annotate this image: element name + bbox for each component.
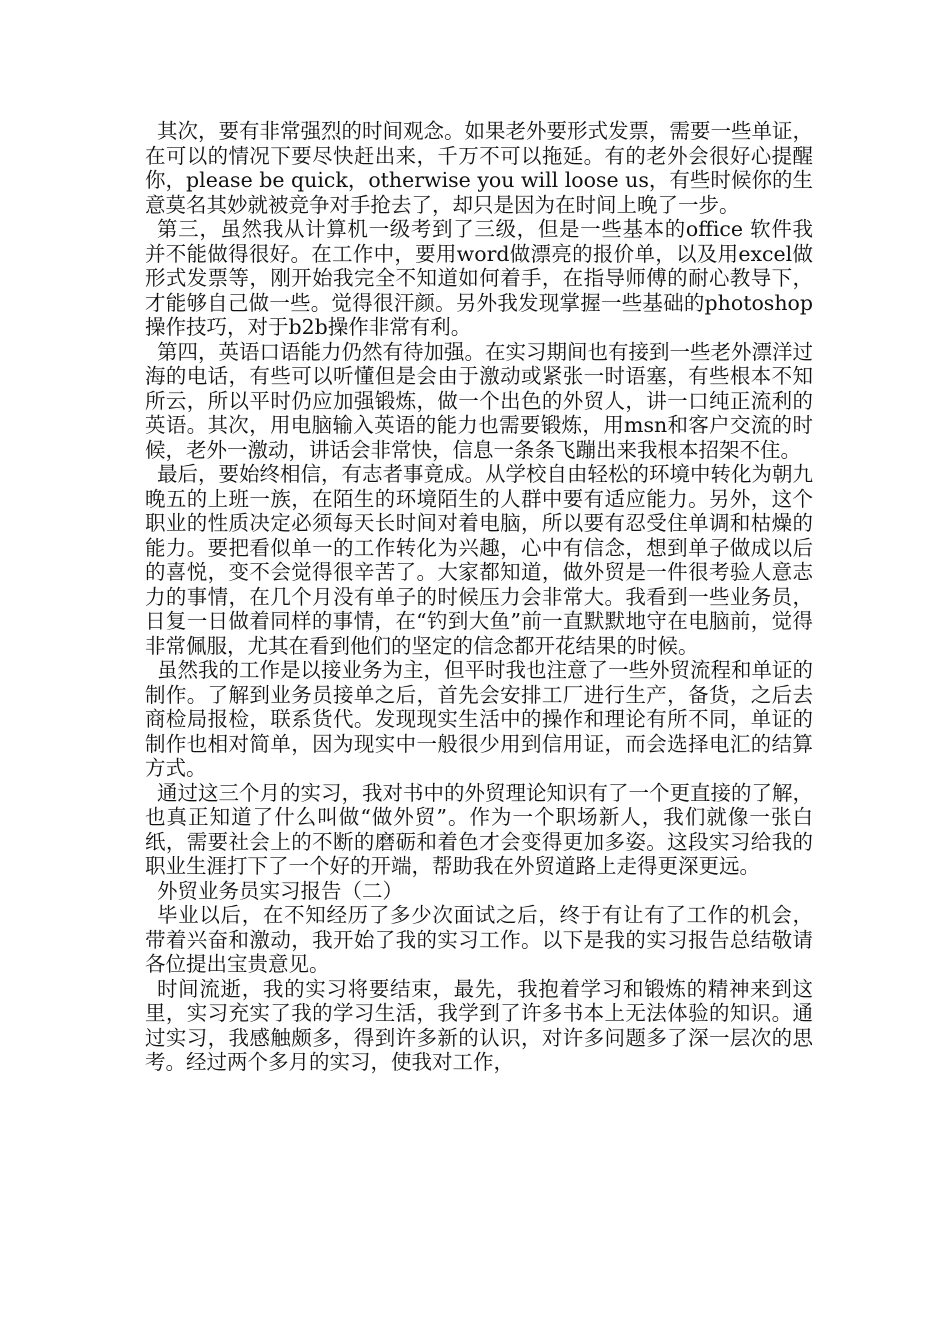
paragraph-computer-skills: 第三，虽然我从计算机一级考到了三级，但是一些基本的office 软件我并不能做得很好。在工作中，要用word做漂亮的报价单，以及用excel做形式发票等，刚开始我完全不知道如何着手，在指导师傅的耐心教导下，才能够自己做一些。觉得很汗颜。另外我发现掌握一些基础的photoshop 操作技巧，对于b2b操作非常有利。 (145, 217, 813, 339)
paragraph-time-concept: 其次，要有非常强烈的时间观念。如果老外要形式发票，需要一些单证，在可以的情况下要尽快赶出来，千万不可以拖延。有的老外会很好心提醒你，please be quick，otherwise you will loose us，有些时候你的生意莫名其妙就被竞争对手抢去了，却只是因为在时间上晚了一步。 (145, 119, 813, 217)
paragraph-conclusion: 通过这三个月的实习，我对书中的外贸理论知识有了一个更直接的了解，也真正知道了什么叫做“做外贸”。作为一个职场新人，我们就像一张白纸，需要社会上的不断的磨砺和着色才会变得更加多姿。这段实习给我的职业生涯打下了一个好的开端，帮助我在外贸道路上走得更深更远。 (145, 780, 813, 878)
paragraph-perseverance: 最后，要始终相信，有志者事竟成。从学校自由轻松的环境中转化为朝九晚五的上班一族，在陌生的环境陌生的人群中要有适应能力。另外，这个职业的性质决定必须每天长时间对着电脑，所以要有忍受住单调和枯燥的能力。要把看似单一的工作转化为兴趣，心中有信念，想到单子做成以后的喜悦，变不会觉得很辛苦了。大家都知道，做外贸是一件很考验人意志力的事情，在几个月没有单子的时候压力会非常大。我看到一些业务员，日复一日做着同样的事情，在“钓到大鱼”前一直默默地守在电脑前，觉得非常佩服，尤其在看到他们的坚定的信念都开花结果的时候。 (145, 462, 813, 658)
paragraph-time-passing: 时间流逝，我的实习将要结束，最先，我抱着学习和锻炼的精神来到这里，实习充实了我的学习生活，我学到了许多书本上无法体验的知识。通过实习，我感触颇多，得到许多新的认识，对许多问题多了深一层次的思考。经过两个多月的实习，使我对工作， (145, 976, 813, 1074)
paragraph-intro-2: 毕业以后，在不知经历了多少次面试之后，终于有让有了工作的机会， 带着兴奋和激动，我开始了我的实习工作。以下是我的实习报告总结敬请各位提出宝贵意见。 (145, 903, 813, 976)
document-body (145, 119, 813, 1075)
paragraph-trade-process: 虽然我的工作是以接业务为主，但平时我也注意了一些外贸流程和单证的制作。了解到业务员接单之后，首先会安排工厂进行生产，备货，之后去商检局报检，联系货代。发现现实生活中的操作和理论有所不同，单证的制作也相对简单，因为现实中一般很少用到信用证，而会选择电汇的结算方式。 (145, 658, 813, 780)
section-heading: 外贸业务员实习报告（二） (157, 878, 403, 903)
paragraph-english-skills: 第四，英语口语能力仍然有待加强。在实习期间也有接到一些老外漂洋过海的电话，有些可以听懂但是会由于激动或紧张一时语塞，有些根本不知所云，所以平时仍应加强锻炼，做一个出色的外贸人，讲一口纯正流利的英语。其次，用电脑输入英语的能力也需要锻炼，用msn和客户交流的时候，老外一激动，讲话会非常快，信息一条条飞蹦出来我根本招架不住。 (145, 339, 813, 462)
